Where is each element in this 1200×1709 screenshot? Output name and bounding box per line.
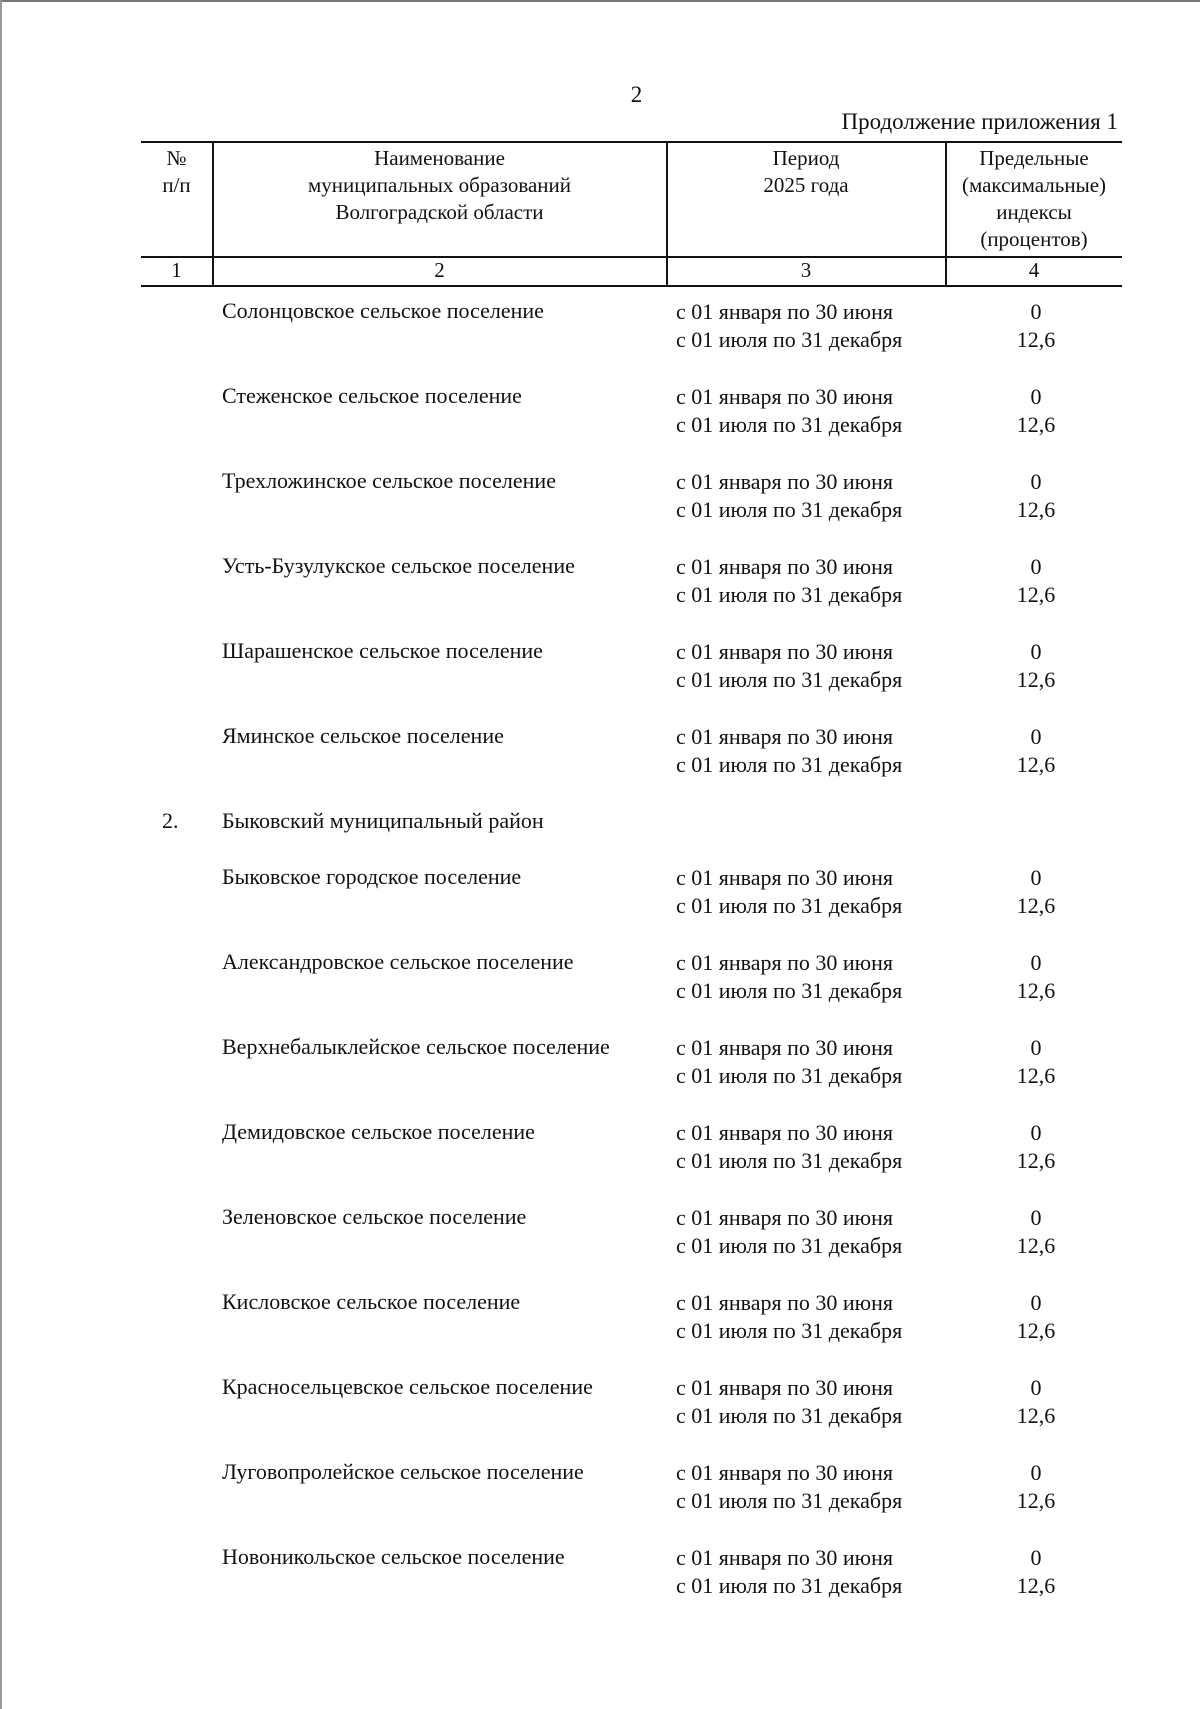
table-row [0,553,1200,638]
period-text: с 01 января по 30 июня [676,1035,894,1060]
district-name: Быковский муниципальный район [222,808,544,833]
index-value: 0 [1030,1290,1042,1315]
index-value: 12,6 [1016,1488,1056,1513]
index-cell [1000,1204,1072,1260]
index-value: 0 [1030,1545,1042,1570]
scan-edge-top [0,0,1200,2]
table-row [0,949,1200,1034]
period-cell [676,1119,902,1175]
municipality-name: Трехложинское сельское поселение [222,468,556,493]
index-value: 12,6 [1016,752,1056,777]
index-value: 0 [1030,865,1042,890]
table-header [141,141,1122,287]
period-text: с 01 июля по 31 декабря [676,978,903,1003]
column-number-1: 1 [171,258,182,282]
index-value: 12,6 [1016,497,1056,522]
index-value: 0 [1030,1460,1042,1485]
period-text: с 01 июля по 31 декабря [676,1233,903,1258]
period-cell [676,1544,902,1600]
period-cell [676,298,902,354]
table-row [0,1544,1200,1629]
index-value: 12,6 [1016,1233,1056,1258]
index-value: 0 [1030,1205,1042,1230]
period-text: с 01 января по 30 июня [676,299,894,324]
period-text: с 01 июля по 31 декабря [676,1148,903,1173]
header-col-index: Предельные (максимальные) индексы (процентов) [961,146,1107,251]
municipality-name: Зеленовское сельское поселение [222,1204,527,1229]
index-value: 12,6 [1016,327,1056,352]
period-text: с 01 июля по 31 декабря [676,1063,903,1088]
index-cell [1000,553,1072,609]
index-cell [1000,1374,1072,1430]
period-text: с 01 июля по 31 декабря [676,582,903,607]
row-number: 2. [162,808,179,833]
table-row [0,1289,1200,1374]
municipality-name: Демидовское сельское поселение [222,1119,535,1144]
index-cell [1000,1544,1072,1600]
page-number: 2 [630,82,643,107]
period-cell [676,1374,902,1430]
section-row [0,808,1200,864]
period-text: с 01 января по 30 июня [676,724,894,749]
index-value: 0 [1030,1120,1042,1145]
period-text: с 01 января по 30 июня [676,1205,894,1230]
period-text: с 01 января по 30 июня [676,950,894,975]
municipality-name: Красносельцевское сельское поселение [222,1374,593,1399]
index-value: 12,6 [1016,1573,1056,1598]
period-text: с 01 января по 30 июня [676,469,894,494]
index-cell [1000,383,1072,439]
index-value: 12,6 [1016,1063,1056,1088]
period-cell [676,949,902,1005]
period-text: с 01 января по 30 июня [676,1290,894,1315]
municipality-name: Солонцовское сельское поселение [222,298,544,323]
municipality-name: Луговопролейское сельское поселение [222,1459,584,1484]
table-body [0,298,1200,1629]
header-col-number: № п/п [162,146,191,197]
municipality-name: Александровское сельское поселение [222,949,574,974]
header-bottom-rule [141,285,1122,287]
column-number-4: 4 [1028,258,1040,282]
period-text: с 01 июля по 31 декабря [676,667,903,692]
index-cell [1000,638,1072,694]
municipality-name: Верхнебалыклейское сельское поселение [222,1034,610,1059]
index-cell [1000,298,1072,354]
index-value: 12,6 [1016,1318,1056,1343]
index-cell [1000,1459,1072,1515]
table-row [0,1204,1200,1289]
municipality-name: Усть-Бузулукское сельское поселение [222,553,575,578]
period-text: с 01 января по 30 июня [676,865,894,890]
index-cell [1000,723,1072,779]
index-value: 12,6 [1016,978,1056,1003]
index-value: 0 [1030,384,1042,409]
period-cell [676,1289,902,1345]
appendix-continuation-note: Продолжение приложения 1 [841,109,1118,134]
index-value: 12,6 [1016,1403,1056,1428]
municipality-name: Яминское сельское поселение [222,723,504,748]
period-cell [676,383,902,439]
period-text: с 01 июля по 31 декабря [676,1318,903,1343]
table-row [0,1374,1200,1459]
index-cell [1000,1289,1072,1345]
index-value: 12,6 [1016,582,1056,607]
period-cell [676,1459,902,1515]
index-value: 12,6 [1016,893,1056,918]
index-value: 0 [1030,950,1042,975]
period-cell [676,1034,902,1090]
period-cell [676,638,902,694]
period-text: с 01 июля по 31 декабря [676,1403,903,1428]
period-text: с 01 июля по 31 декабря [676,1488,903,1513]
period-cell [676,468,902,524]
period-text: с 01 января по 30 июня [676,1375,894,1400]
index-cell [1000,1119,1072,1175]
index-value: 0 [1030,554,1042,579]
column-number-2: 2 [434,258,445,282]
period-text: с 01 июля по 31 декабря [676,893,903,918]
period-cell [676,723,902,779]
index-value: 0 [1030,724,1042,749]
period-text: с 01 января по 30 июня [676,1545,894,1570]
table-row [0,638,1200,723]
period-text: с 01 января по 30 июня [676,639,894,664]
table-row [0,298,1200,383]
period-text: с 01 июля по 31 декабря [676,412,903,437]
period-cell [676,553,902,609]
period-text: с 01 июля по 31 декабря [676,1573,903,1598]
header-top-rule [141,141,1122,143]
index-value: 0 [1030,639,1042,664]
index-cell [1000,864,1072,920]
index-value: 12,6 [1016,412,1056,437]
municipality-name: Шарашенское сельское поселение [222,638,543,663]
table-row [0,1119,1200,1204]
period-text: с 01 января по 30 июня [676,1460,894,1485]
index-cell [1000,468,1072,524]
table-row [0,723,1200,808]
period-cell [676,864,902,920]
table-row [0,468,1200,553]
index-value: 0 [1030,1035,1042,1060]
header-mid-rule [141,256,1122,258]
table-row [0,1034,1200,1119]
table-row [0,383,1200,468]
table-row [0,1459,1200,1544]
period-text: с 01 июля по 31 декабря [676,752,903,777]
header-col-period: Период 2025 года [763,146,849,197]
period-text: с 01 января по 30 июня [676,384,894,409]
period-text: с 01 января по 30 июня [676,1120,894,1145]
municipality-name: Новоникольское сельское поселение [222,1544,565,1569]
index-cell [1000,949,1072,1005]
index-value: 0 [1030,1375,1042,1400]
period-text: с 01 января по 30 июня [676,554,894,579]
municipality-name: Быковское городское поселение [222,864,522,889]
period-text: с 01 июля по 31 декабря [676,327,903,352]
period-cell [676,1204,902,1260]
index-value: 12,6 [1016,1148,1056,1173]
index-value: 0 [1030,469,1042,494]
index-value: 0 [1030,299,1042,324]
column-number-3: 3 [800,258,812,282]
index-cell [1000,1034,1072,1090]
index-value: 12,6 [1016,667,1056,692]
municipality-name: Кисловское сельское поселение [222,1289,521,1314]
table-row [0,864,1200,949]
header-col-name: Наименование муниципальных образований Волгоградской области [308,146,571,224]
municipality-name: Стеженское сельское поселение [222,383,522,408]
period-text: с 01 июля по 31 декабря [676,497,903,522]
